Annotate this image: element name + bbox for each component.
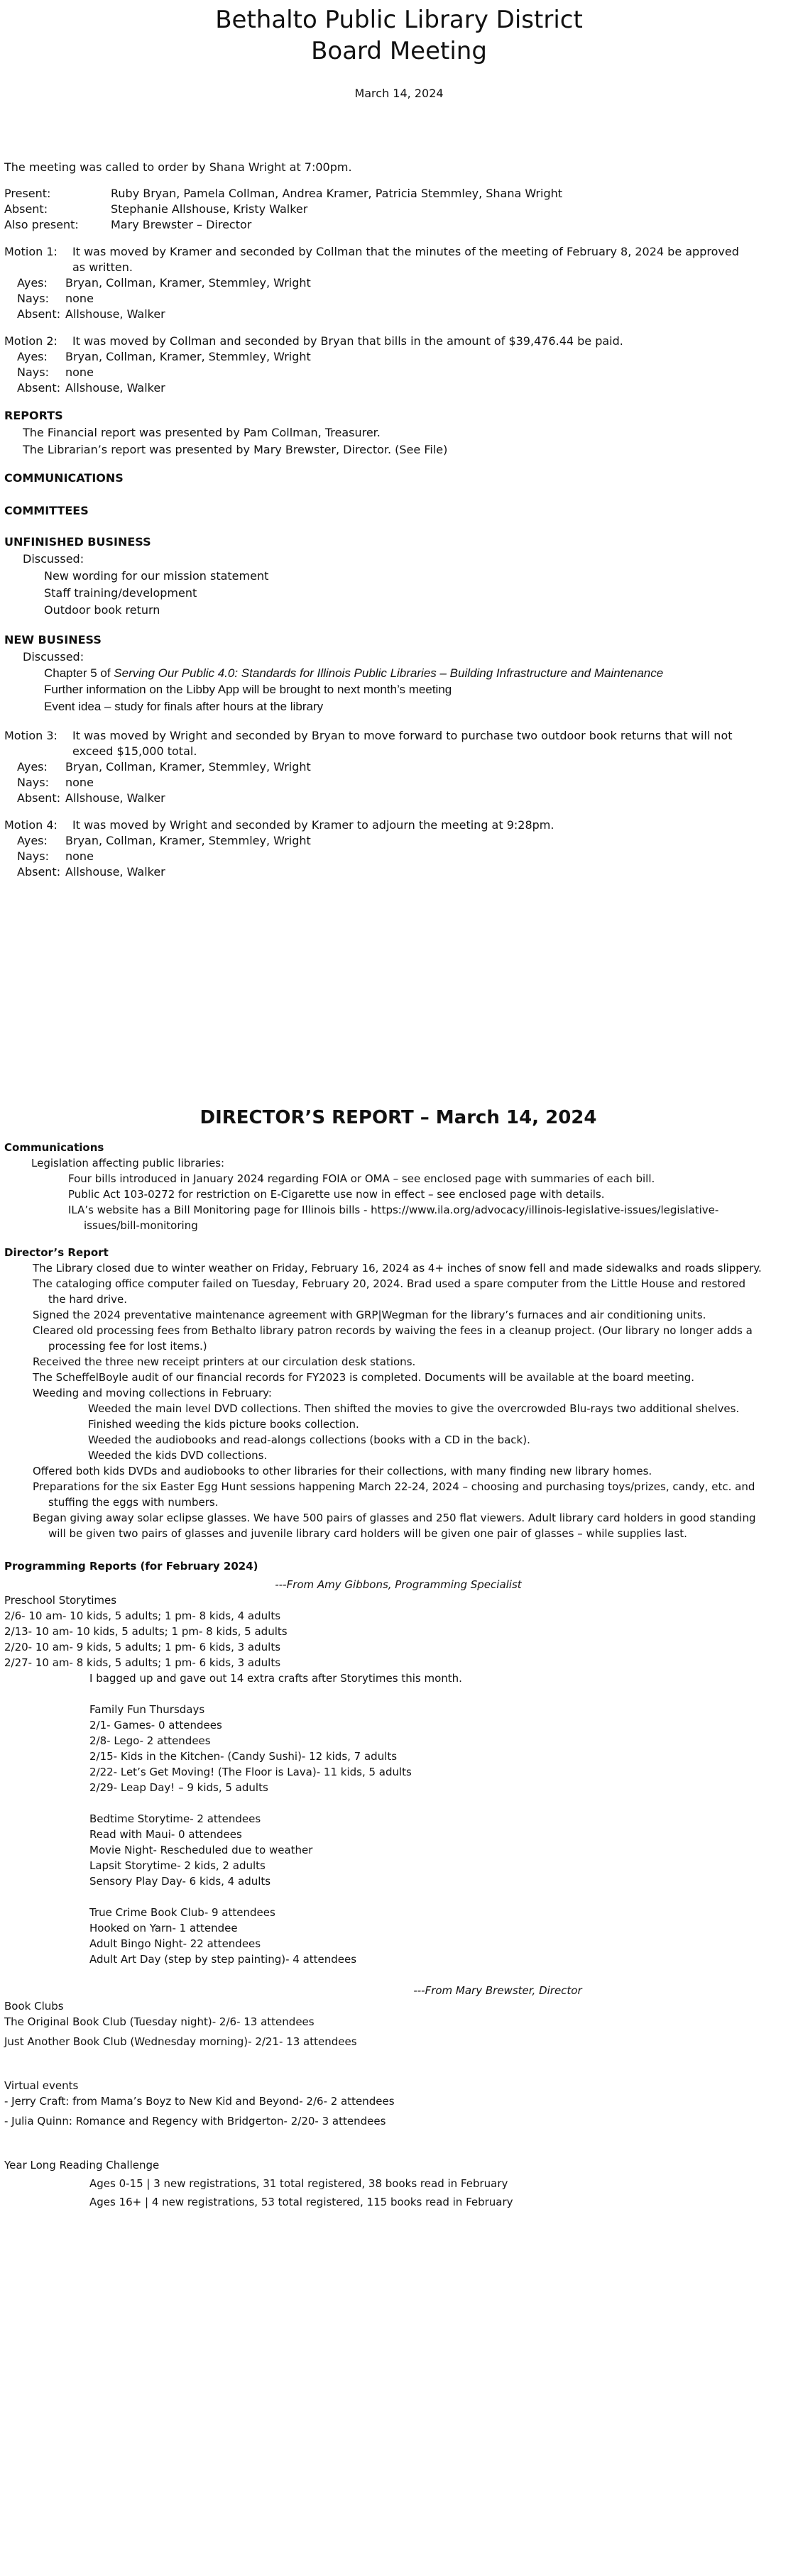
legislation-intro: Legislation affecting public libraries: — [31, 1157, 225, 1169]
motion-block — [4, 244, 792, 322]
attendance — [4, 186, 792, 233]
new-business-item: Event idea – study for finals after hours at the library — [44, 700, 324, 713]
motion-text: Motion 3: It was moved by Wright and seconded by Bryan to move forward to purchase two outdoor book returns that will not exceed $15,000 total. — [4, 729, 733, 758]
virtual-item: - Jerry Craft: from Mama’s Boyz to New Kid and Beyond- 2/6- 2 attendees — [4, 2095, 395, 2108]
virtual-item: - Julia Quinn: Romance and Regency with Bridgerton- 2/20- 3 attendees — [4, 2115, 386, 2128]
motion-block — [4, 334, 792, 396]
book-club-item: The Original Book Club (Tuesday night)- 2/6- 13 attendees — [4, 2015, 315, 2028]
vote-row: Absent: Allshouse, Walker — [17, 307, 165, 321]
unfinished-item: Staff training/development — [44, 586, 197, 600]
legislation-item: Public Act 103-0272 for restriction on E-Cigarette use now in effect – see enclosed page with details. — [68, 1188, 605, 1201]
from-mary: ---From Mary Brewster, Director — [413, 1984, 582, 1997]
vote-row: Nays: none — [17, 849, 94, 863]
program-item: Read with Maui- 0 attendees — [89, 1828, 242, 1841]
preschool-item: 2/13- 10 am- 10 kids, 5 adults; 1 pm- 8 kids, 5 adults — [4, 1625, 288, 1638]
family-item: 2/15- Kids in the Kitchen- (Candy Sushi)- 12 kids, 7 adults — [89, 1750, 398, 1763]
attendance-row: Also present: Mary Brewster – Director — [4, 218, 252, 231]
vote-row: Ayes: Bryan, Collman, Kramer, Stemmley, Wright — [17, 760, 311, 774]
report-line: The Financial report was presented by Pam Collman, Treasurer. — [23, 426, 381, 439]
unfinished-item: Outdoor book return — [44, 603, 160, 617]
weeding-item: Weeded the kids DVD collections. — [88, 1449, 268, 1462]
virtual-heading: Virtual events — [4, 2079, 79, 2092]
program-item: Adult Bingo Night- 22 attendees — [89, 1937, 261, 1950]
document-title — [0, 4, 798, 67]
report-item: Preparations for the six Easter Egg Hunt sessions happening March 22-24, 2024 – choosing and purchasing toys/prizes, candy, etc. and stuffing the eggs with numbers. — [33, 1480, 755, 1509]
motion-block — [4, 818, 792, 880]
vote-row: Nays: none — [17, 292, 94, 305]
new-business-item: Chapter 5 of Serving Our Public 4.0: Standards for Illinois Public Libraries – Building Infrastructure and Maintenance — [44, 666, 664, 680]
vote-row: Ayes: Bryan, Collman, Kramer, Stemmley, Wright — [17, 276, 311, 290]
motion-text: Motion 2: It was moved by Collman and seconded by Bryan that bills in the amount of $39,476.44 be paid. — [4, 334, 623, 348]
communications-heading: COMMUNICATIONS — [4, 471, 124, 485]
committees-heading: COMMITTEES — [4, 504, 89, 517]
family-item: 2/29- Leap Day! – 9 kids, 5 adults — [89, 1781, 268, 1794]
crafts-note: I bagged up and gave out 14 extra crafts after Storytimes this month. — [89, 1672, 462, 1685]
unfinished-block — [4, 534, 792, 619]
motion-text: Motion 4: It was moved by Wright and seconded by Kramer to adjourn the meeting at 9:28pm. — [4, 818, 554, 832]
book-clubs-heading: Book Clubs — [4, 2000, 64, 2013]
new-business-heading: NEW BUSINESS — [4, 633, 102, 646]
report-item: Offered both kids DVDs and audiobooks to other libraries for their collections, with many finding new library homes. — [33, 1465, 652, 1477]
family-heading: Family Fun Thursdays — [89, 1703, 205, 1716]
vote-row: Absent: Allshouse, Walker — [17, 791, 165, 805]
weeding-intro: Weeding and moving collections in February: — [33, 1387, 272, 1399]
preschool-heading: Preschool Storytimes — [4, 1594, 117, 1607]
discussed-label: Discussed: — [23, 552, 84, 566]
reading-heading: Year Long Reading Challenge — [4, 2159, 160, 2172]
program-item: Sensory Play Day- 6 kids, 4 adults — [89, 1875, 271, 1888]
vote-row: Nays: none — [17, 776, 94, 789]
program-item: Adult Art Day (step by step painting)- 4 attendees — [89, 1953, 357, 1966]
report-item: Cleared old processing fees from Bethalto library patron records by waiving the fees in a cleanup project. (Our library no longer adds a processing fee for lost items.) — [33, 1324, 753, 1353]
vote-row: Ayes: Bryan, Collman, Kramer, Stemmley, Wright — [17, 834, 311, 847]
weeding-item: Weeded the audiobooks and read-alongs collections (books with a CD in the back). — [88, 1433, 530, 1446]
motion-text: Motion 1: It was moved by Kramer and seconded by Collman that the minutes of the meeting of February 8, 2024 be approved as written. — [4, 245, 739, 274]
legislation-item: ILA’s website has a Bill Monitoring page for Illinois bills - https://www.ila.org/advocacy/illinois-legislative-issues/legislative-issues/bill-monitoring — [68, 1204, 719, 1232]
reports-heading: REPORTS — [4, 409, 63, 422]
unfinished-item: New wording for our mission statement — [44, 569, 269, 583]
weeding-item: Weeded the main level DVD collections. Then shifted the movies to give the overcrowded Blu-rays two additional shelves. — [88, 1402, 740, 1415]
report-line: The Librarian’s report was presented by Mary Brewster, Director. (See File) — [23, 443, 448, 456]
reading-item: Ages 16+ | 4 new registrations, 53 total registered, 115 books read in February — [89, 2196, 513, 2208]
discussed-label: Discussed: — [23, 650, 84, 664]
vote-row: Ayes: Bryan, Collman, Kramer, Stemmley, Wright — [17, 350, 311, 363]
communications-subheading: Communications — [4, 1141, 104, 1154]
report-item: Signed the 2024 preventative maintenance agreement with GRP|Wegman for the library’s furnaces and air conditioning units. — [33, 1309, 706, 1321]
program-item: Movie Night- Rescheduled due to weather — [89, 1844, 313, 1856]
report-item: The Library closed due to winter weather on Friday, February 16, 2024 as 4+ inches of snow fell and made sidewalks and roads slippery. — [33, 1262, 762, 1275]
attendance-row: Present: Ruby Bryan, Pamela Collman, Andrea Kramer, Patricia Stemmley, Shana Wright — [4, 187, 563, 200]
unfinished-heading: UNFINISHED BUSINESS — [4, 535, 151, 549]
director-report-heading: DIRECTOR’S REPORT – March 14, 2024 — [200, 1107, 597, 1128]
program-item: Bedtime Storytime- 2 attendees — [89, 1812, 261, 1825]
preschool-item: 2/20- 10 am- 9 kids, 5 adults; 1 pm- 6 kids, 3 adults — [4, 1641, 281, 1653]
report-item: The ScheffelBoyle audit of our financial records for FY2023 is completed. Documents will be available at the board meeting. — [33, 1371, 695, 1384]
family-item: 2/8- Lego- 2 attendees — [89, 1734, 211, 1747]
vote-row: Nays: none — [17, 365, 94, 379]
family-item: 2/1- Games- 0 attendees — [89, 1719, 222, 1732]
programming-heading: Programming Reports (for February 2024) — [4, 1560, 258, 1573]
title-line-1: Bethalto Public Library District — [215, 6, 583, 34]
motion-block — [4, 728, 792, 806]
minutes-section — [4, 159, 792, 880]
book-club-item: Just Another Book Club (Wednesday morning)- 2/21- 13 attendees — [4, 2035, 357, 2048]
attendance-row: Absent: Stephanie Allshouse, Kristy Walker — [4, 202, 308, 216]
program-item: True Crime Book Club- 9 attendees — [89, 1906, 275, 1919]
director-report-section — [4, 1107, 792, 2210]
weeding-item: Finished weeding the kids picture books collection. — [88, 1418, 359, 1431]
preschool-item: 2/6- 10 am- 10 kids, 5 adults; 1 pm- 8 kids, 4 adults — [4, 1609, 281, 1622]
report-item: The cataloging office computer failed on Tuesday, February 20, 2024. Brad used a spare computer from the Little House and restored the hard drive. — [33, 1277, 745, 1306]
preschool-item: 2/27- 10 am- 8 kids, 5 adults; 1 pm- 6 kids, 3 adults — [4, 1656, 281, 1669]
meeting-date: March 14, 2024 — [354, 87, 444, 100]
director-report-subheading: Director’s Report — [4, 1246, 109, 1259]
vote-row: Absent: Allshouse, Walker — [17, 381, 165, 395]
report-item: Received the three new receipt printers at our circulation desk stations. — [33, 1355, 416, 1368]
reading-item: Ages 0-15 | 3 new registrations, 31 total registered, 38 books read in February — [89, 2177, 508, 2190]
from-amy: ---From Amy Gibbons, Programming Specialist — [275, 1578, 522, 1591]
vote-row: Absent: Allshouse, Walker — [17, 865, 165, 879]
call-to-order: The meeting was called to order by Shana Wright at 7:00pm. — [4, 160, 352, 174]
family-item: 2/22- Let’s Get Moving! (The Floor is Lava)- 11 kids, 5 adults — [89, 1766, 412, 1778]
program-item: Hooked on Yarn- 1 attendee — [89, 1922, 238, 1934]
legislation-item: Four bills introduced in January 2024 regarding FOIA or OMA – see enclosed page with summaries of each bill. — [68, 1172, 655, 1185]
program-item: Lapsit Storytime- 2 kids, 2 adults — [89, 1859, 266, 1872]
new-business-block — [4, 632, 792, 715]
reports-block — [4, 407, 792, 458]
report-item: Began giving away solar eclipse glasses. We have 500 pairs of glasses and 250 flat viewers. Adult library card holders in good standing will be given two pairs of glasses and juvenile library card holders will be given one pair of glasses – while supplies last. — [33, 1512, 756, 1540]
new-business-item: Further information on the Libby App will be brought to next month’s meeting — [44, 683, 452, 696]
title-line-2: Board Meeting — [311, 37, 487, 65]
